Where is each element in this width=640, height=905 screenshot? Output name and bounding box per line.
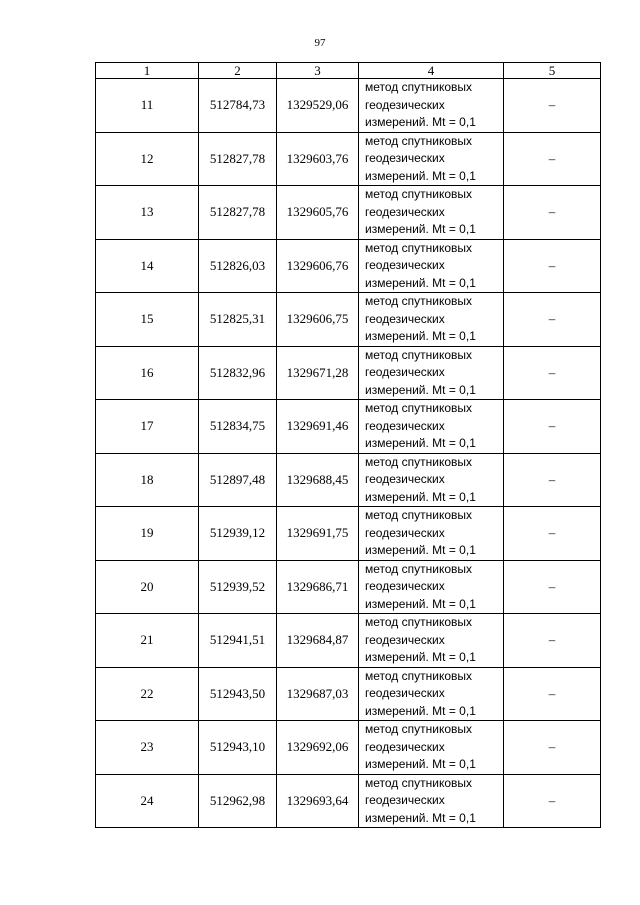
method-line: измерений. Mt = 0,1 bbox=[365, 222, 476, 236]
note-cell: – bbox=[504, 774, 601, 828]
x-coordinate-cell: 512834,75 bbox=[199, 400, 277, 454]
column-header: 3 bbox=[277, 63, 359, 79]
method-line: метод спутниковых bbox=[365, 561, 473, 576]
method-line: измерений. Mt = 0,1 bbox=[365, 596, 476, 611]
table-row bbox=[96, 79, 601, 133]
page-number: 97 bbox=[314, 37, 326, 49]
y-coordinate-cell: 1329686,71 bbox=[277, 560, 359, 614]
method-line: геодезических bbox=[365, 97, 445, 112]
method-line: измерений. Mt = 0,1 bbox=[365, 543, 476, 557]
table-row bbox=[96, 614, 601, 668]
method-line: геодезических bbox=[365, 793, 445, 807]
x-coordinate-cell: 512827,78 bbox=[199, 186, 277, 240]
table-row bbox=[96, 667, 601, 721]
table-row bbox=[96, 721, 601, 775]
column-header: 2 bbox=[199, 63, 277, 79]
point-number-cell: 12 bbox=[96, 132, 199, 186]
method-line: измерений. Mt = 0,1 bbox=[365, 168, 476, 183]
column-header: 4 bbox=[359, 63, 504, 79]
point-number-cell: 20 bbox=[96, 560, 199, 614]
y-coordinate-cell: 1329691,75 bbox=[277, 507, 359, 561]
method-cell bbox=[359, 186, 504, 240]
y-coordinate-cell: 1329691,46 bbox=[277, 400, 359, 454]
x-coordinate-cell: 512943,50 bbox=[199, 667, 277, 721]
method-line: измерений. Mt = 0,1 bbox=[365, 329, 476, 343]
point-number-cell: 16 bbox=[96, 346, 199, 400]
method-line: метод спутниковых bbox=[365, 668, 473, 683]
note-cell: – bbox=[504, 346, 601, 400]
x-coordinate-cell: 512897,48 bbox=[199, 453, 277, 507]
table-row bbox=[96, 774, 601, 828]
method-line: метод спутниковых bbox=[365, 454, 473, 469]
table-row bbox=[96, 400, 601, 454]
method-line: геодезических bbox=[365, 739, 445, 754]
method-line: измерений. Mt = 0,1 bbox=[365, 703, 476, 718]
method-line: метод спутниковых bbox=[365, 80, 473, 94]
method-line: геодезических bbox=[365, 472, 445, 486]
point-number-cell: 15 bbox=[96, 293, 199, 347]
method-line: метод спутниковых bbox=[365, 775, 473, 790]
y-coordinate-cell: 1329606,75 bbox=[277, 293, 359, 347]
method-line: метод спутниковых bbox=[365, 722, 473, 736]
table-row bbox=[96, 346, 601, 400]
point-number-cell: 22 bbox=[96, 667, 199, 721]
x-coordinate-cell: 512939,52 bbox=[199, 560, 277, 614]
method-line: измерений. Mt = 0,1 bbox=[365, 489, 476, 504]
method-line: измерений. Mt = 0,1 bbox=[365, 382, 476, 397]
method-cell bbox=[359, 721, 504, 775]
x-coordinate-cell: 512827,78 bbox=[199, 132, 277, 186]
x-coordinate-cell: 512943,10 bbox=[199, 721, 277, 775]
method-line: геодезических bbox=[365, 258, 445, 272]
method-cell bbox=[359, 346, 504, 400]
table-row bbox=[96, 560, 601, 614]
method-line: метод спутниковых bbox=[365, 133, 473, 148]
y-coordinate-cell: 1329605,76 bbox=[277, 186, 359, 240]
y-coordinate-cell: 1329529,06 bbox=[277, 79, 359, 133]
y-coordinate-cell: 1329606,76 bbox=[277, 239, 359, 293]
table-row bbox=[96, 453, 601, 507]
method-cell bbox=[359, 667, 504, 721]
y-coordinate-cell: 1329692,06 bbox=[277, 721, 359, 775]
method-line: измерений. Mt = 0,1 bbox=[365, 436, 476, 450]
method-line: метод спутниковых bbox=[365, 401, 473, 415]
coordinates-table bbox=[95, 62, 601, 828]
method-line: геодезических bbox=[365, 204, 445, 219]
note-cell: – bbox=[504, 79, 601, 133]
x-coordinate-cell: 512941,51 bbox=[199, 614, 277, 668]
table-header-row bbox=[96, 63, 601, 79]
x-coordinate-cell: 512832,96 bbox=[199, 346, 277, 400]
y-coordinate-cell: 1329688,45 bbox=[277, 453, 359, 507]
method-cell bbox=[359, 293, 504, 347]
point-number-cell: 18 bbox=[96, 453, 199, 507]
method-cell bbox=[359, 132, 504, 186]
y-coordinate-cell: 1329671,28 bbox=[277, 346, 359, 400]
note-cell: – bbox=[504, 186, 601, 240]
point-number-cell: 21 bbox=[96, 614, 199, 668]
method-line: измерений. Mt = 0,1 bbox=[365, 650, 476, 664]
table-row bbox=[96, 293, 601, 347]
point-number-cell: 11 bbox=[96, 79, 199, 133]
method-line: геодезических bbox=[365, 418, 445, 433]
method-line: геодезических bbox=[365, 632, 445, 647]
y-coordinate-cell: 1329687,03 bbox=[277, 667, 359, 721]
method-line: измерений. Mt = 0,1 bbox=[365, 275, 476, 290]
x-coordinate-cell: 512826,03 bbox=[199, 239, 277, 293]
note-cell: – bbox=[504, 453, 601, 507]
method-line: метод спутниковых bbox=[365, 240, 473, 255]
note-cell: – bbox=[504, 507, 601, 561]
point-number-cell: 19 bbox=[96, 507, 199, 561]
point-number-cell: 17 bbox=[96, 400, 199, 454]
note-cell: – bbox=[504, 239, 601, 293]
note-cell: – bbox=[504, 614, 601, 668]
method-line: геодезических bbox=[365, 311, 445, 326]
table-row bbox=[96, 239, 601, 293]
note-cell: – bbox=[504, 667, 601, 721]
method-line: геодезических bbox=[365, 151, 445, 165]
y-coordinate-cell: 1329684,87 bbox=[277, 614, 359, 668]
column-header: 5 bbox=[504, 63, 601, 79]
method-line: геодезических bbox=[365, 365, 445, 379]
x-coordinate-cell: 512825,31 bbox=[199, 293, 277, 347]
point-number-cell: 13 bbox=[96, 186, 199, 240]
method-line: метод спутниковых bbox=[365, 615, 473, 629]
method-line: метод спутниковых bbox=[365, 508, 473, 522]
method-line: измерений. Mt = 0,1 bbox=[365, 757, 476, 771]
method-line: метод спутниковых bbox=[365, 294, 473, 308]
point-number-cell: 24 bbox=[96, 774, 199, 828]
note-cell: – bbox=[504, 721, 601, 775]
x-coordinate-cell: 512784,73 bbox=[199, 79, 277, 133]
method-cell bbox=[359, 614, 504, 668]
method-line: геодезических bbox=[365, 686, 445, 700]
x-coordinate-cell: 512962,98 bbox=[199, 774, 277, 828]
method-line: измерений. Mt = 0,1 bbox=[365, 810, 476, 825]
column-header: 1 bbox=[96, 63, 199, 79]
table-body bbox=[96, 63, 601, 828]
note-cell: – bbox=[504, 560, 601, 614]
method-cell bbox=[359, 507, 504, 561]
x-coordinate-cell: 512939,12 bbox=[199, 507, 277, 561]
y-coordinate-cell: 1329693,64 bbox=[277, 774, 359, 828]
note-cell: – bbox=[504, 132, 601, 186]
y-coordinate-cell: 1329603,76 bbox=[277, 132, 359, 186]
note-cell: – bbox=[504, 293, 601, 347]
method-cell bbox=[359, 400, 504, 454]
method-cell bbox=[359, 79, 504, 133]
note-cell: – bbox=[504, 400, 601, 454]
point-number-cell: 14 bbox=[96, 239, 199, 293]
table-row bbox=[96, 186, 601, 240]
method-line: измерений. Mt = 0,1 bbox=[365, 115, 476, 129]
method-cell bbox=[359, 453, 504, 507]
method-line: метод спутниковых bbox=[365, 347, 473, 362]
table-row bbox=[96, 132, 601, 186]
method-line: метод спутниковых bbox=[365, 187, 473, 201]
method-cell bbox=[359, 560, 504, 614]
point-number-cell: 23 bbox=[96, 721, 199, 775]
method-line: геодезических bbox=[365, 525, 445, 540]
method-line: геодезических bbox=[365, 579, 445, 593]
method-cell bbox=[359, 239, 504, 293]
table-row bbox=[96, 507, 601, 561]
method-cell bbox=[359, 774, 504, 828]
